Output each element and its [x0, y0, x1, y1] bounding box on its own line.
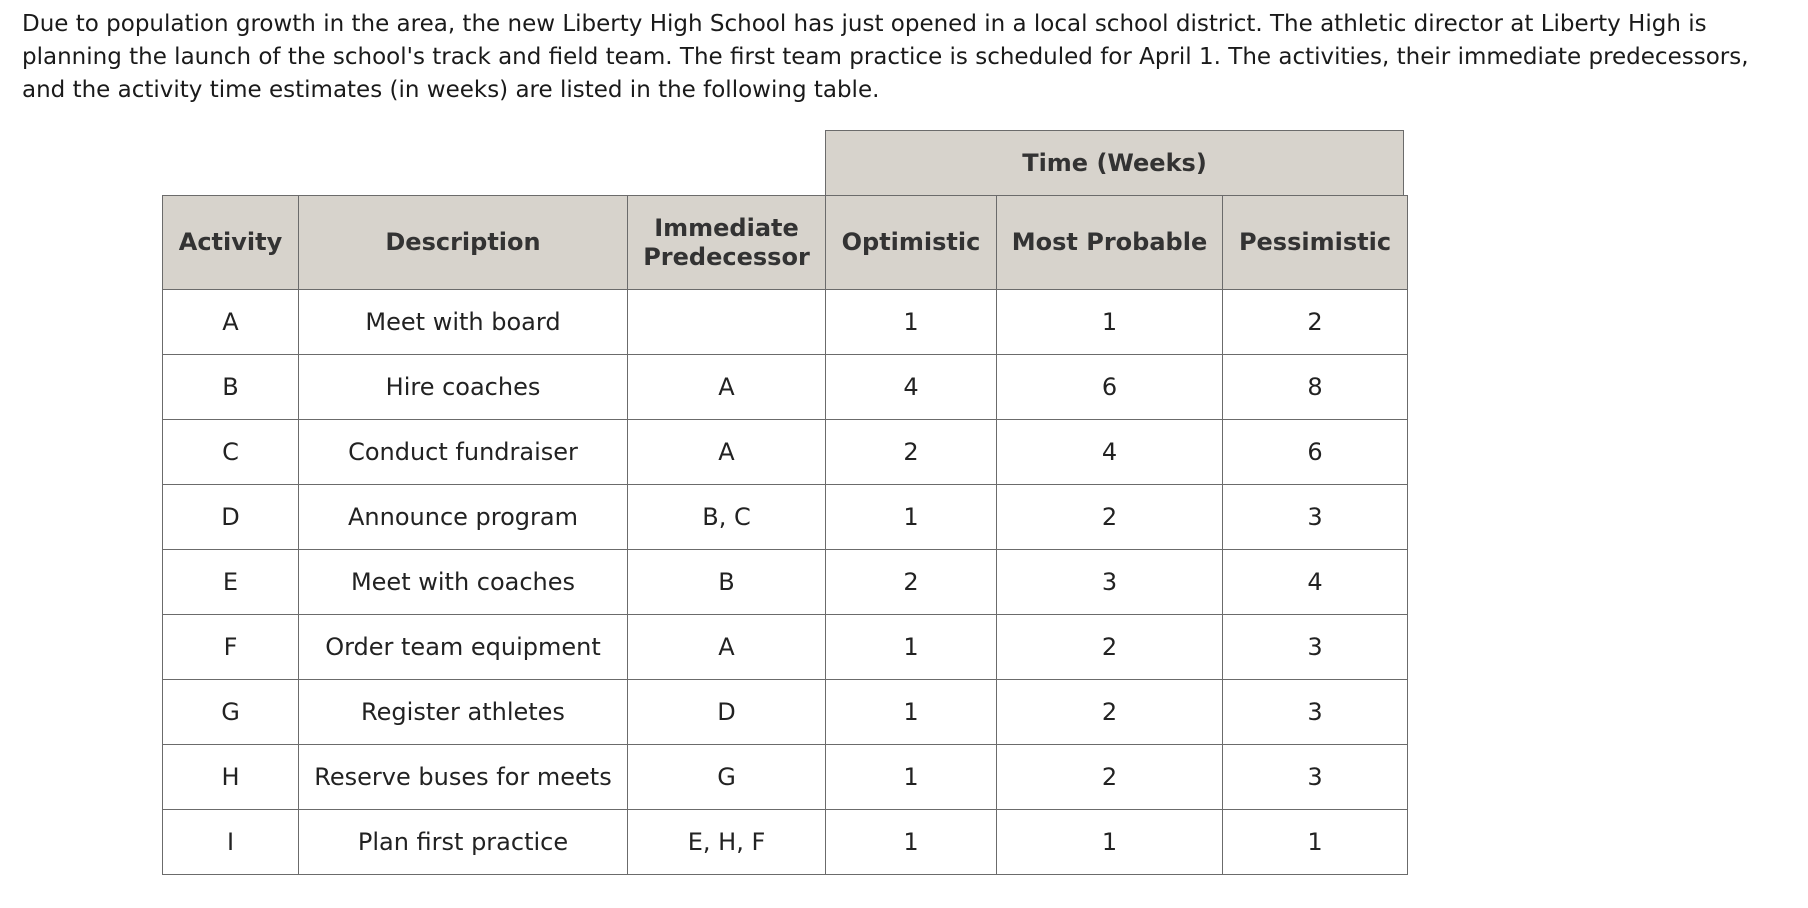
cell-pessimistic: 3: [1223, 745, 1408, 810]
cell-description: Conduct fundraiser: [299, 420, 628, 485]
cell-activity: G: [163, 680, 299, 745]
cell-pessimistic: 6: [1223, 420, 1408, 485]
cell-optimistic: 2: [826, 550, 997, 615]
cell-activity: H: [163, 745, 299, 810]
cell-activity: F: [163, 615, 299, 680]
table-header-row: [163, 196, 1408, 290]
table-row: [163, 615, 1408, 680]
intro-line: planning the launch of the school's track and field team. The first team practice is scheduled for April 1. The activities, their immediate predecessors,: [22, 44, 1749, 70]
cell-description: Meet with board: [299, 290, 628, 355]
intro-paragraph: [22, 8, 1797, 107]
cell-most-probable: 4: [997, 420, 1223, 485]
cell-most-probable: 1: [997, 810, 1223, 875]
cell-pessimistic: 4: [1223, 550, 1408, 615]
cell-predecessor: D: [628, 680, 826, 745]
cell-description: Register athletes: [299, 680, 628, 745]
activity-table: [162, 195, 1408, 875]
cell-pessimistic: 8: [1223, 355, 1408, 420]
cell-predecessor: B: [628, 550, 826, 615]
cell-optimistic: 1: [826, 290, 997, 355]
cell-optimistic: 1: [826, 745, 997, 810]
cell-optimistic: 1: [826, 680, 997, 745]
cell-activity: C: [163, 420, 299, 485]
cell-predecessor: E, H, F: [628, 810, 826, 875]
header-optimistic: Optimistic: [826, 196, 997, 290]
cell-description: Meet with coaches: [299, 550, 628, 615]
header-most-probable: Most Probable: [997, 196, 1223, 290]
table-row: [163, 355, 1408, 420]
cell-optimistic: 2: [826, 420, 997, 485]
cell-most-probable: 6: [997, 355, 1223, 420]
cell-pessimistic: 3: [1223, 485, 1408, 550]
cell-predecessor: A: [628, 420, 826, 485]
cell-description: Reserve buses for meets: [299, 745, 628, 810]
cell-most-probable: 1: [997, 290, 1223, 355]
header-pessimistic: Pessimistic: [1223, 196, 1408, 290]
cell-optimistic: 1: [826, 615, 997, 680]
header-predecessor-line1: Immediate: [654, 213, 799, 242]
cell-most-probable: 2: [997, 615, 1223, 680]
cell-most-probable: 2: [997, 485, 1223, 550]
cell-activity: I: [163, 810, 299, 875]
cell-activity: D: [163, 485, 299, 550]
cell-predecessor: [628, 290, 826, 355]
time-weeks-group-header: Time (Weeks): [825, 130, 1404, 195]
header-immediate-predecessor: [628, 196, 826, 290]
cell-description: Hire coaches: [299, 355, 628, 420]
cell-optimistic: 4: [826, 355, 997, 420]
table-row: [163, 550, 1408, 615]
cell-predecessor: G: [628, 745, 826, 810]
table-row: [163, 745, 1408, 810]
cell-predecessor: A: [628, 355, 826, 420]
cell-activity: B: [163, 355, 299, 420]
table-row: [163, 485, 1408, 550]
table-row: [163, 680, 1408, 745]
header-activity: Activity: [163, 196, 299, 290]
table-row: [163, 290, 1408, 355]
cell-pessimistic: 3: [1223, 615, 1408, 680]
cell-predecessor: B, C: [628, 485, 826, 550]
cell-predecessor: A: [628, 615, 826, 680]
cell-description: Order team equipment: [299, 615, 628, 680]
cell-pessimistic: 2: [1223, 290, 1408, 355]
cell-pessimistic: 3: [1223, 680, 1408, 745]
cell-activity: A: [163, 290, 299, 355]
cell-activity: E: [163, 550, 299, 615]
cell-most-probable: 2: [997, 680, 1223, 745]
cell-most-probable: 2: [997, 745, 1223, 810]
intro-line: and the activity time estimates (in weeks) are listed in the following table.: [22, 77, 880, 103]
cell-description: Plan first practice: [299, 810, 628, 875]
table-row: [163, 420, 1408, 485]
header-description: Description: [299, 196, 628, 290]
intro-line: Due to population growth in the area, the new Liberty High School has just opened in a local school district. The athletic director at Liberty High is: [22, 11, 1707, 37]
cell-optimistic: 1: [826, 485, 997, 550]
cell-pessimistic: 1: [1223, 810, 1408, 875]
table-row: [163, 810, 1408, 875]
cell-optimistic: 1: [826, 810, 997, 875]
header-predecessor-line2: Predecessor: [643, 242, 810, 271]
cell-most-probable: 3: [997, 550, 1223, 615]
cell-description: Announce program: [299, 485, 628, 550]
